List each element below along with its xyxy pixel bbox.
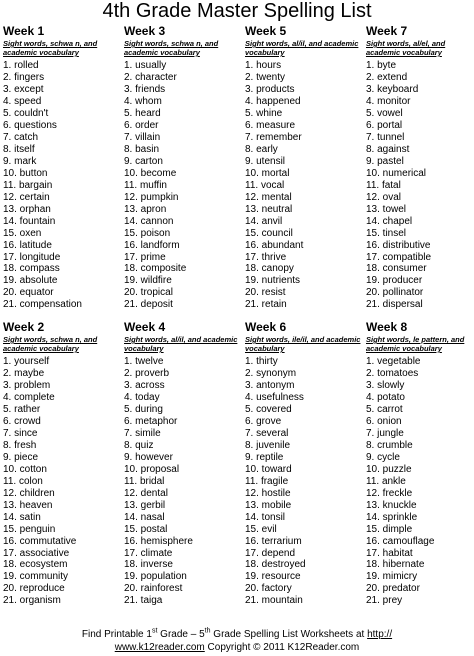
word-item: 12. mental xyxy=(245,191,292,203)
word-item: 6. order xyxy=(124,119,159,131)
word-list xyxy=(124,356,245,607)
word-item: 12. certain xyxy=(3,191,50,203)
word-item: 1. vegetable xyxy=(366,356,421,367)
word-item: 15. tinsel xyxy=(366,227,407,239)
word-item: 12. freckle xyxy=(366,487,413,499)
word-item: 17. thrive xyxy=(245,251,287,263)
week-title: Week 3 xyxy=(124,24,166,38)
word-item: 6. questions xyxy=(3,119,57,131)
word-item: 9. pastel xyxy=(366,155,404,167)
word-item: 14. satin xyxy=(3,511,41,523)
word-item: 9. cycle xyxy=(366,451,400,463)
week-title: Week 6 xyxy=(245,320,287,334)
word-item: 6. crowd xyxy=(3,415,41,427)
word-item: 7. catch xyxy=(3,131,39,143)
word-item: 12. oval xyxy=(366,191,402,203)
word-item: 17. prime xyxy=(124,251,166,263)
word-item: 4. today xyxy=(124,391,160,403)
footer-line-1 xyxy=(0,628,474,641)
week-block xyxy=(124,22,245,318)
word-item: 14. fountain xyxy=(3,215,56,227)
week-title: Week 1 xyxy=(3,24,45,38)
word-item: 3. products xyxy=(245,83,295,95)
word-item: 7. jungle xyxy=(366,427,404,439)
page-title: 4th Grade Master Spelling List xyxy=(102,0,372,22)
word-item: 15. oxen xyxy=(3,227,42,239)
word-item: 21. taiga xyxy=(124,595,163,607)
word-item: 5. carrot xyxy=(366,403,403,415)
word-item: 20. equator xyxy=(3,287,54,299)
word-list xyxy=(124,60,245,311)
word-item: 18. inverse xyxy=(124,559,173,571)
footer-sup-th: th xyxy=(204,627,211,635)
word-item: 8. juvenile xyxy=(245,439,291,451)
word-item: 18. consumer xyxy=(366,263,427,275)
word-item: 16. hemisphere xyxy=(124,535,193,547)
word-item: 20. rainforest xyxy=(124,583,183,595)
word-item: 11. colon xyxy=(3,475,43,487)
word-item: 19. resource xyxy=(245,571,301,583)
word-item: 16. latitude xyxy=(3,239,52,251)
week-subtitle: Sight words, ile/il, and academic vocabulary xyxy=(245,335,361,353)
word-item: 15. dimple xyxy=(366,523,413,535)
word-item: 14. chapel xyxy=(366,215,413,227)
word-item: 8. quiz xyxy=(124,439,154,451)
word-item: 4. happened xyxy=(245,95,301,107)
word-item: 2. proverb xyxy=(124,367,170,379)
word-item: 11. ankle xyxy=(366,475,406,487)
word-item: 17. climate xyxy=(124,547,173,559)
word-item: 16. abundant xyxy=(245,239,304,251)
word-item: 18. composite xyxy=(124,263,187,275)
word-item: 21. mountain xyxy=(245,595,303,607)
word-item: 19. mimicry xyxy=(366,571,418,583)
week-block xyxy=(3,22,124,318)
word-item: 3. friends xyxy=(124,83,166,95)
weeks-grid xyxy=(3,22,471,612)
word-item: 17. compatible xyxy=(366,251,432,263)
word-item: 6. portal xyxy=(366,119,403,131)
footer-sup-st: st xyxy=(151,627,158,635)
word-item: 2. character xyxy=(124,71,177,83)
footer xyxy=(0,628,474,654)
word-item: 11. bargain xyxy=(3,179,53,191)
week-block xyxy=(124,318,245,612)
word-item: 7. tunnel xyxy=(366,131,405,143)
word-item: 14. anvil xyxy=(245,215,283,227)
word-item: 15. poison xyxy=(124,227,171,239)
footer-line-2 xyxy=(0,641,474,654)
word-item: 18. compass xyxy=(3,263,60,275)
word-item: 9. mark xyxy=(3,155,37,167)
word-list xyxy=(245,356,366,607)
word-item: 4. potato xyxy=(366,391,405,403)
word-item: 2. tomatoes xyxy=(366,367,419,379)
week-subtitle: Sight words, le pattern, and academic vocabulary xyxy=(366,335,465,353)
word-item: 6. metaphor xyxy=(124,415,178,427)
word-item: 9. however xyxy=(124,451,173,463)
word-item: 11. fatal xyxy=(366,179,401,191)
word-item: 4. usefulness xyxy=(245,391,304,403)
week-subtitle: Sight words, al/il, and academic vocabulary xyxy=(245,39,359,57)
week-block xyxy=(366,22,471,318)
word-item: 8. crumble xyxy=(366,439,413,451)
word-item: 3. antonym xyxy=(245,379,295,391)
word-item: 21. retain xyxy=(245,299,287,311)
week-block xyxy=(366,318,471,612)
word-item: 15. postal xyxy=(124,523,168,535)
word-item: 11. vocal xyxy=(245,179,285,191)
footer-text-a: Find Printable 1 xyxy=(81,629,152,640)
word-item: 17. associative xyxy=(3,547,70,559)
word-item: 2. synonym xyxy=(245,367,297,379)
word-item: 4. speed xyxy=(3,95,42,107)
word-item: 13. towel xyxy=(366,203,407,215)
word-item: 9. utensil xyxy=(245,155,286,167)
week-block xyxy=(3,318,124,612)
word-item: 19. wildfire xyxy=(124,275,172,287)
word-item: 20. tropical xyxy=(124,287,173,299)
word-item: 13. apron xyxy=(124,203,167,215)
word-item: 9. carton xyxy=(124,155,163,167)
word-item: 1. thirty xyxy=(245,356,278,367)
word-item: 9. reptile xyxy=(245,451,284,463)
word-item: 19. producer xyxy=(366,275,423,287)
word-item: 7. villain xyxy=(124,131,161,143)
word-item: 16. landform xyxy=(124,239,180,251)
word-item: 2. fingers xyxy=(3,71,45,83)
word-item: 10. puzzle xyxy=(366,463,412,475)
week-block xyxy=(245,318,366,612)
word-item: 9. piece xyxy=(3,451,39,463)
word-list xyxy=(3,60,124,311)
footer-copyright: Copyright © 2011 K12Reader.com xyxy=(204,642,360,653)
word-item: 5. covered xyxy=(245,403,292,415)
week-title: Week 4 xyxy=(124,320,166,334)
word-item: 19. absolute xyxy=(3,275,58,287)
word-item: 3. except xyxy=(3,83,44,95)
footer-text-b: Grade – 5 xyxy=(157,629,205,640)
word-item: 13. mobile xyxy=(245,499,292,511)
word-item: 14. cannon xyxy=(124,215,174,227)
word-item: 16. camouflage xyxy=(366,535,435,547)
word-item: 21. compensation xyxy=(3,299,82,311)
word-item: 20. factory xyxy=(245,583,292,595)
word-item: 1. usually xyxy=(124,60,167,71)
word-item: 5. whine xyxy=(245,107,283,119)
word-item: 10. toward xyxy=(245,463,292,475)
word-item: 12. children xyxy=(3,487,55,499)
word-item: 4. whom xyxy=(124,95,162,107)
word-list xyxy=(245,60,366,311)
week-subtitle: Sight words, schwa n, and academic vocabulary xyxy=(3,39,98,57)
word-item: 5. heard xyxy=(124,107,161,119)
footer-link-http[interactable]: http:// xyxy=(367,629,393,640)
word-item: 18. ecosystem xyxy=(3,559,68,571)
word-item: 17. habitat xyxy=(366,547,413,559)
word-item: 7. remember xyxy=(245,131,302,143)
word-item: 3. problem xyxy=(3,379,51,391)
word-item: 2. extend xyxy=(366,71,408,83)
word-item: 21. dispersal xyxy=(366,299,423,311)
word-item: 13. gerbil xyxy=(124,499,166,511)
word-item: 17. longitude xyxy=(3,251,61,263)
word-item: 10. proposal xyxy=(124,463,180,475)
word-item: 14. tonsil xyxy=(245,511,286,523)
week-subtitle: Sight words, schwa n, and academic vocabulary xyxy=(124,39,219,57)
word-item: 13. knuckle xyxy=(366,499,417,511)
word-item: 11. bridal xyxy=(124,475,165,487)
word-item: 21. organism xyxy=(3,595,61,607)
word-item: 12. dental xyxy=(124,487,168,499)
week-subtitle: Sight words, schwa n, and academic vocabulary xyxy=(3,335,98,353)
word-item: 11. muffin xyxy=(124,179,167,191)
word-item: 4. monitor xyxy=(366,95,411,107)
word-item: 7. simile xyxy=(124,427,161,439)
word-item: 14. sprinkle xyxy=(366,511,418,523)
word-item: 18. canopy xyxy=(245,263,294,275)
word-item: 14. nasal xyxy=(124,511,165,523)
word-item: 11. fragile xyxy=(245,475,289,487)
word-item: 8. against xyxy=(366,143,410,155)
word-item: 10. button xyxy=(3,167,48,179)
word-item: 15. council xyxy=(245,227,293,239)
word-item: 2. twenty xyxy=(245,71,286,83)
word-item: 1. rolled xyxy=(3,60,39,71)
word-item: 13. orphan xyxy=(3,203,51,215)
word-item: 12. pumpkin xyxy=(124,191,179,203)
word-item: 1. yourself xyxy=(3,356,50,367)
word-item: 13. heaven xyxy=(3,499,53,511)
word-item: 10. numerical xyxy=(366,167,427,179)
word-item: 1. hours xyxy=(245,60,282,71)
word-item: 8. itself xyxy=(3,143,35,155)
week-title: Week 8 xyxy=(366,320,408,334)
word-item: 8. basin xyxy=(124,143,160,155)
word-item: 19. community xyxy=(3,571,69,583)
word-item: 6. onion xyxy=(366,415,402,427)
word-item: 15. penguin xyxy=(3,523,56,535)
word-list xyxy=(366,356,471,607)
word-item: 20. resist xyxy=(245,287,286,299)
word-list xyxy=(366,60,471,311)
word-item: 6. measure xyxy=(245,119,296,131)
word-item: 8. early xyxy=(245,143,278,155)
word-item: 2. maybe xyxy=(3,367,45,379)
week-subtitle: Sight words, al/el, and academic vocabulary xyxy=(366,39,446,57)
word-item: 5. during xyxy=(124,403,163,415)
word-item: 16. terrarium xyxy=(245,535,302,547)
word-item: 4. complete xyxy=(3,391,55,403)
word-item: 20. reproduce xyxy=(3,583,65,595)
word-item: 1. twelve xyxy=(124,356,164,367)
word-item: 8. fresh xyxy=(3,439,37,451)
word-item: 12. hostile xyxy=(245,487,291,499)
word-item: 16. distributive xyxy=(366,239,431,251)
word-item: 10. mortal xyxy=(245,167,290,179)
word-item: 3. keyboard xyxy=(366,83,419,95)
week-title: Week 5 xyxy=(245,24,287,38)
word-item: 21. deposit xyxy=(124,299,173,311)
week-title: Week 2 xyxy=(3,320,45,334)
word-item: 3. slowly xyxy=(366,379,405,391)
word-item: 15. evil xyxy=(245,523,277,535)
word-item: 16. commutative xyxy=(3,535,77,547)
word-item: 19. population xyxy=(124,571,187,583)
footer-link-k12reader[interactable]: www.k12reader.com xyxy=(114,642,205,653)
word-item: 13. neutral xyxy=(245,203,293,215)
word-item: 7. since xyxy=(3,427,38,439)
week-title: Week 7 xyxy=(366,24,408,38)
word-item: 17. depend xyxy=(245,547,296,559)
word-item: 6. grove xyxy=(245,415,282,427)
word-item: 21. prey xyxy=(366,595,403,607)
week-subtitle: Sight words, al/il, and academic vocabulary xyxy=(124,335,238,353)
word-item: 10. become xyxy=(124,167,177,179)
word-item: 19. nutrients xyxy=(245,275,301,287)
word-item: 5. vowel xyxy=(366,107,403,119)
word-item: 5. couldn't xyxy=(3,107,49,119)
footer-text-c: Grade Spelling List Worksheets at xyxy=(210,629,368,640)
word-list xyxy=(3,356,124,607)
word-item: 10. cotton xyxy=(3,463,47,475)
word-item: 20. predator xyxy=(366,583,420,595)
week-block xyxy=(245,22,366,318)
word-item: 18. hibernate xyxy=(366,559,425,571)
word-item: 20. pollinator xyxy=(366,287,424,299)
word-item: 1. byte xyxy=(366,60,397,71)
word-item: 18. destroyed xyxy=(245,559,306,571)
word-item: 3. across xyxy=(124,379,165,391)
word-item: 5. rather xyxy=(3,403,41,415)
word-item: 7. several xyxy=(245,427,289,439)
